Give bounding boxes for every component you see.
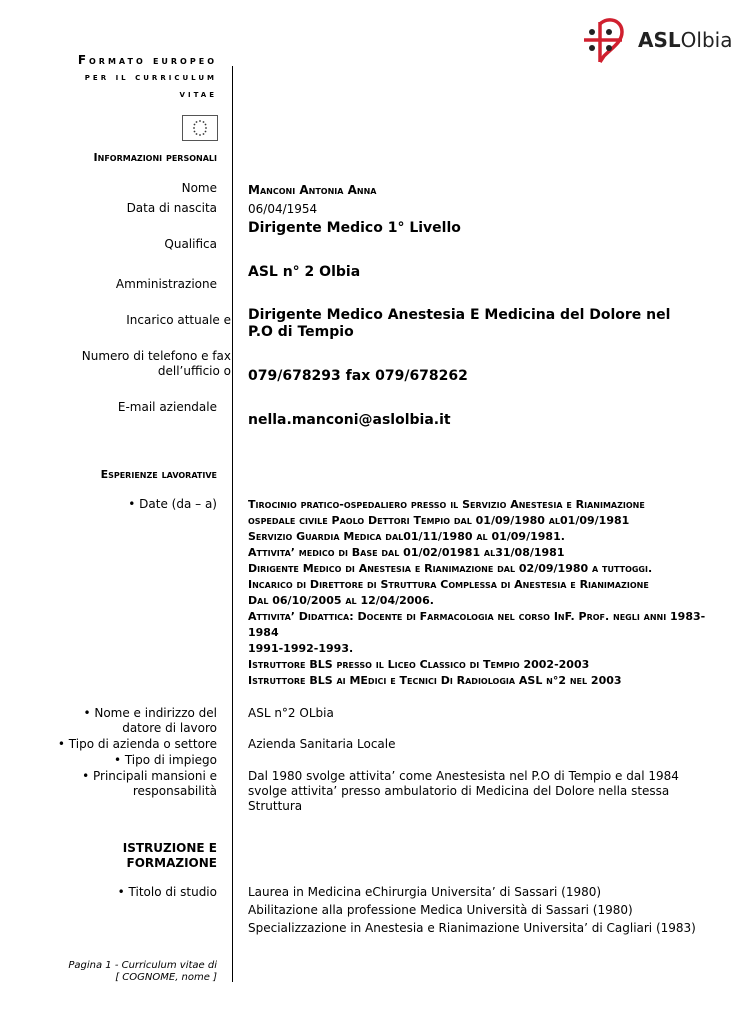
value-qualifica: Dirigente Medico 1° Livello bbox=[248, 220, 461, 236]
footer-line1: Pagina 1 - Curriculum vitae di bbox=[68, 960, 217, 971]
experience-line: Tirocinio pratico-ospedaliero presso il Servizio Anestesia e Rianimazione bbox=[248, 498, 645, 511]
label-job: • Tipo di impiego bbox=[113, 753, 217, 767]
value-employer: ASL n°2 OLbia bbox=[248, 706, 334, 720]
value-email: nella.manconi@aslolbia.it bbox=[248, 412, 451, 428]
education-list bbox=[248, 885, 698, 936]
label-incarico: Incarico attuale e bbox=[126, 313, 231, 327]
label-telefono: Numero di telefono e fax dell’ufficio o bbox=[81, 349, 231, 378]
label-duties: • Principali mansioni e responsabilità bbox=[82, 769, 217, 798]
personal-heading: Informazioni personali bbox=[93, 151, 217, 164]
eu-flag-icon bbox=[182, 115, 218, 141]
value-nascita: 06/04/1954 bbox=[248, 202, 318, 216]
experience-line: Incarico di Direttore di Struttura Complessa di Anestesia e Rianimazione bbox=[248, 578, 649, 591]
label-nascita: Data di nascita bbox=[126, 201, 217, 215]
label-titolo: • Titolo di studio bbox=[117, 885, 217, 899]
label-qualifica: Qualifica bbox=[164, 237, 217, 251]
cv-title bbox=[78, 52, 217, 103]
asl-logo bbox=[578, 18, 732, 64]
label-date: • Date (da – a) bbox=[128, 497, 217, 511]
experience-line: Servizio Guardia Medica dal01/11/1980 al 01/09/1981. bbox=[248, 530, 565, 543]
label-type: • Tipo di azienda o settore bbox=[57, 737, 217, 751]
cv-title-line3: vitae bbox=[179, 89, 217, 100]
experience-line: Attivita’ Didattica: Docente di Farmacologia nel corso InF. Prof. negli anni 1983-1984 bbox=[248, 610, 706, 639]
experience-list bbox=[248, 497, 718, 689]
cv-title-line1: Formato europeo bbox=[77, 53, 217, 67]
experience-heading: Esperienze lavorative bbox=[100, 468, 217, 481]
label-employer: • Nome e indirizzo del datore di lavoro bbox=[83, 706, 217, 735]
value-nome: Manconi Antonia Anna bbox=[248, 183, 377, 197]
label-amministrazione: Amministrazione bbox=[115, 277, 217, 291]
page-footer bbox=[68, 960, 217, 984]
label-nome: Nome bbox=[181, 181, 217, 195]
asl-logo-icon bbox=[578, 18, 634, 64]
asl-logo-rest: Olbia bbox=[680, 28, 732, 52]
label-email: E-mail aziendale bbox=[117, 400, 217, 414]
footer-line2: [ COGNOME, nome ] bbox=[115, 972, 217, 983]
experience-line: Istruttore BLS presso il Liceo Classico di Tempio 2002-2003 bbox=[248, 658, 590, 671]
cv-title-line2: per il curriculum bbox=[84, 72, 217, 83]
asl-logo-bold: ASL bbox=[638, 28, 681, 52]
value-duties: Dal 1980 svolge attivita’ come Anestesista nel P.O di Tempio e dal 1984 svolge attivita’ presso ambulatorio di Medicina del Dolore nella stessa Struttura bbox=[248, 769, 679, 813]
experience-line: Dirigente Medico di Anestesia e Rianimazione dal 02/09/1980 a tuttoggi. bbox=[248, 562, 653, 575]
asl-logo-text bbox=[638, 28, 732, 52]
experience-line: Attivita’ medico di Base dal 01/02/01981 al31/08/1981 bbox=[248, 546, 565, 559]
education-item: Specializzazione in Anestesia e Rianimazione Universita’ di Cagliari (1983) bbox=[248, 921, 696, 935]
column-divider bbox=[232, 66, 233, 982]
experience-line: Istruttore BLS ai MEdici e Tecnici Di Radiologia ASL n°2 nel 2003 bbox=[248, 674, 622, 687]
value-type: Azienda Sanitaria Locale bbox=[248, 737, 396, 751]
value-telefono: 079/678293 fax 079/678262 bbox=[248, 368, 468, 384]
value-incarico: Dirigente Medico Anestesia E Medicina del Dolore nel P.O di Tempio bbox=[248, 307, 671, 340]
education-item: Abilitazione alla professione Medica Università di Sassari (1980) bbox=[248, 903, 633, 917]
experience-line: Dal 06/10/2005 al 12/04/2006. bbox=[248, 594, 434, 607]
experience-line: 1991-1992-1993. bbox=[248, 642, 354, 655]
experience-line: ospedale civile Paolo Dettori Tempio dal 01/09/1980 al01/09/1981 bbox=[248, 514, 630, 527]
education-item: Laurea in Medicina eChirurgia Universita’ di Sassari (1980) bbox=[248, 885, 602, 899]
education-heading: ISTRUZIONE E FORMAZIONE bbox=[122, 841, 217, 870]
value-amministrazione: ASL n° 2 Olbia bbox=[248, 264, 361, 280]
